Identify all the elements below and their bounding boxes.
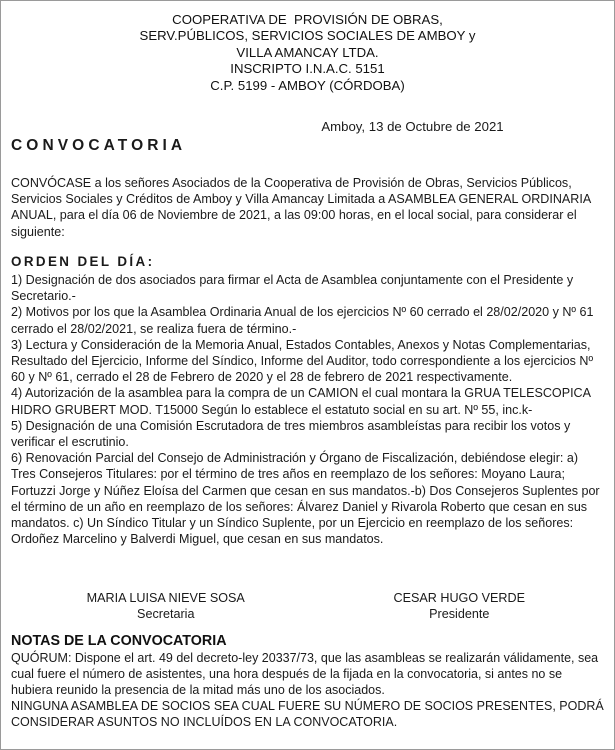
signature-block — [1, 591, 614, 622]
notes-paragraph: QUÓRUM: Dispone el art. 49 del decreto-ley 20337/73, que las asambleas se realizarán válidamente, sea cual fuere el número de asistentes, una hora después de la fijada en la convocatoria, si antes no se hubiera reunido la presencia de la mitad más uno de los asociados. — [11, 651, 599, 697]
letterhead-line: COOPERATIVA DE PROVISIÓN DE OBRAS, — [172, 12, 443, 27]
agenda-item: 5) Designación de una Comisión Escrutadora de tres miembros asambleístas para recibir los votos y verificar el escrutinio. — [11, 418, 571, 450]
signature-name: CESAR HUGO VERDE — [393, 591, 526, 605]
agenda-item: 2) Motivos por los que la Asamblea Ordinaria Anual de los ejercicios Nº 60 cerrado el 28/02/2020 y Nº 61 cerrado el 28/02/2021, se realiza fuera de término.- — [11, 305, 594, 336]
signature-name: MARIA LUISA NIEVE SOSA — [86, 591, 245, 605]
letterhead — [1, 1, 614, 94]
signature-role: Secretaria — [137, 606, 195, 621]
agenda-list — [11, 272, 605, 547]
letterhead-line: C.P. 5199 - AMBOY (CÓRDOBA) — [210, 77, 405, 93]
notes-section — [11, 632, 605, 731]
signature-secretary — [19, 591, 313, 622]
letterhead-line: SERV.PÚBLICOS, SERVICIOS SOCIALES DE AMBOY y — [139, 28, 476, 44]
notes-body — [11, 651, 605, 731]
notes-paragraph: NINGUNA ASAMBLEA DE SOCIOS SEA CUAL FUERE SU NÚMERO DE SOCIOS PRESENTES, PODRÁ CONSIDERAR ASUNTOS NO INCLUÍDOS EN LA CONVOCATORIA. — [11, 698, 604, 729]
agenda-heading: ORDEN DEL DÍA: — [11, 253, 155, 269]
letterhead-line: INSCRIPTO I.N.A.C. 5151 — [230, 61, 385, 77]
signature-role: Presidente — [429, 606, 490, 621]
agenda-item: 4) Autorización de la asamblea para la compra de un CAMION el cual montara la GRUA TELESCOPICA HIDRO GRUBERT MOD. T15000 Según lo establece el estatuto social en su art. Nº 55, inc.k- — [11, 386, 591, 417]
document-body — [11, 175, 605, 547]
letterhead-line: VILLA AMANCAY LTDA. — [236, 44, 379, 60]
agenda-item: 1) Designación de dos asociados para firmar el Acta de Asamblea conjuntamente con el Presidente y Secretario.- — [11, 273, 574, 304]
agenda-item: 6) Renovación Parcial del Consejo de Administración y Órgano de Fiscalización, debiéndose elegir: a) Tres Consejeros Titulares: por el término de tres años en reemplazo de los señores: Moyano Laura; Fortuzzi Jorge y Núñez Eloísa del Carmen que cesan en sus mandatos.-b) Dos Consejeros Suplentes por el término de un año en reemplazo de los señores: Álvarez Daniel y Rivarola Roberto que cesan en sus mandatos. c) Un Síndico Titular y un Síndico Suplente, por un Ejercicio en reemplazo de los señores: Ordoñez Marcelino y Balverdi Miguel, que cesan en sus mandatos. — [11, 451, 600, 547]
signature-president — [313, 591, 607, 622]
place-and-date: Amboy, 13 de Octubre de 2021 — [321, 119, 504, 134]
notes-heading: NOTAS DE LA CONVOCATORIA — [11, 633, 227, 649]
intro-paragraph: CONVÓCASE a los señores Asociados de la Cooperativa de Provisión de Obras, Servicios Públicos, Servicios Sociales y Créditos de Amboy y Villa Amancay Limitada a ASAMBLEA GENERAL ORDINARIA ANUAL, para el día 06 de Noviembre de 2021, a las 09:00 horas, en el local social, para considerar el siguiente: — [11, 176, 591, 239]
page-title: CONVOCATORIA — [11, 137, 187, 154]
agenda-item: 3) Lectura y Consideración de la Memoria Anual, Estados Contables, Anexos y Notas Complementarias, Resultado del Ejercicio, Informe del Síndico, Informe del Auditor, todo correspondiente a los ejercicios Nº 60 y Nº 61, cerrado el 28 de Febrero de 2020 y el 28 de febrero de 2021 respectivamente. — [11, 337, 594, 385]
